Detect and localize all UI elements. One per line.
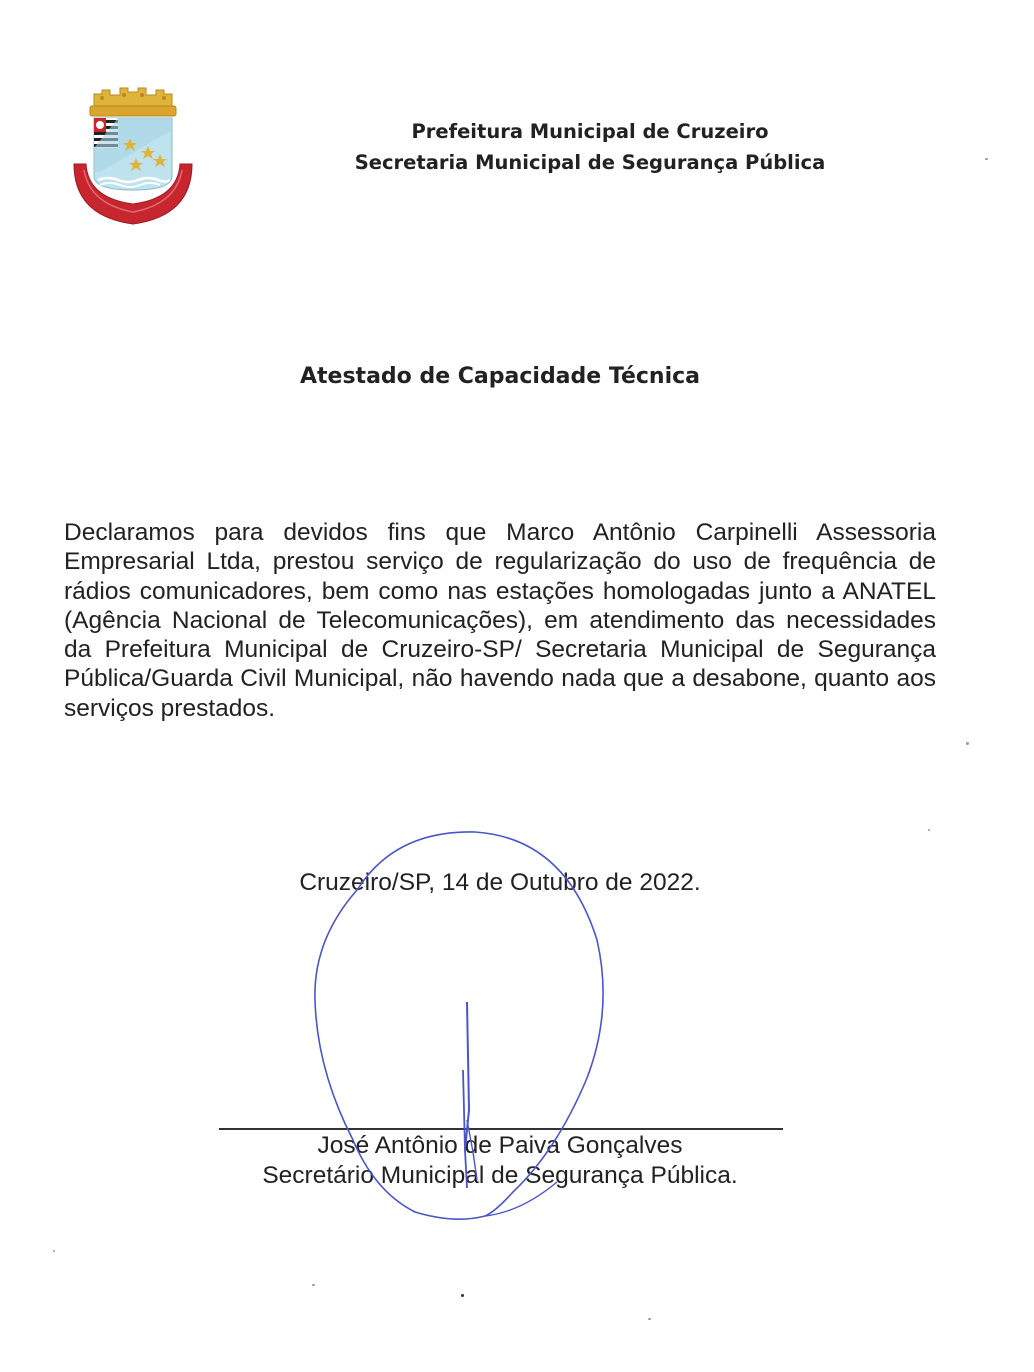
scan-speck (461, 1294, 464, 1297)
signature-line (219, 1128, 783, 1130)
signer-role: Secretário Municipal de Segurança Pública. (262, 1162, 738, 1189)
scan-speck (312, 1284, 315, 1286)
scan-speck (53, 1250, 55, 1252)
letterhead (300, 116, 880, 178)
scan-speck (966, 742, 969, 745)
scan-speck (928, 829, 930, 831)
signer-block (200, 1131, 800, 1191)
letterhead-line-2: Secretaria Municipal de Segurança Pública (354, 151, 826, 174)
scan-speck (648, 1318, 651, 1320)
scan-speck (985, 158, 988, 160)
letterhead-line-1: Prefeitura Municipal de Cruzeiro (411, 120, 769, 143)
body-paragraph: Declaramos para devidos fins que Marco Antônio Carpinelli Assessoria Empresarial Ltda, prestou serviço de regularização do uso de frequência de rádios comunicadores, bem como nas estações homologadas junto a ANATEL (Agência Nacional de Telecomunicações), em atendimento das necessidades da Prefeitura Municipal de Cruzeiro-SP/ Secretaria Municipal de Segurança Pública/Guarda Civil Municipal, não havendo nada que a desabone, quanto aos serviços prestados. (64, 519, 936, 722)
signer-name: José Antônio de Paiva Gonçalves (317, 1132, 683, 1159)
document-title: Atestado de Capacidade Técnica (300, 364, 700, 389)
coat-of-arms-logo (70, 86, 196, 228)
place-and-date: Cruzeiro/SP, 14 de Outubro de 2022. (299, 869, 701, 896)
